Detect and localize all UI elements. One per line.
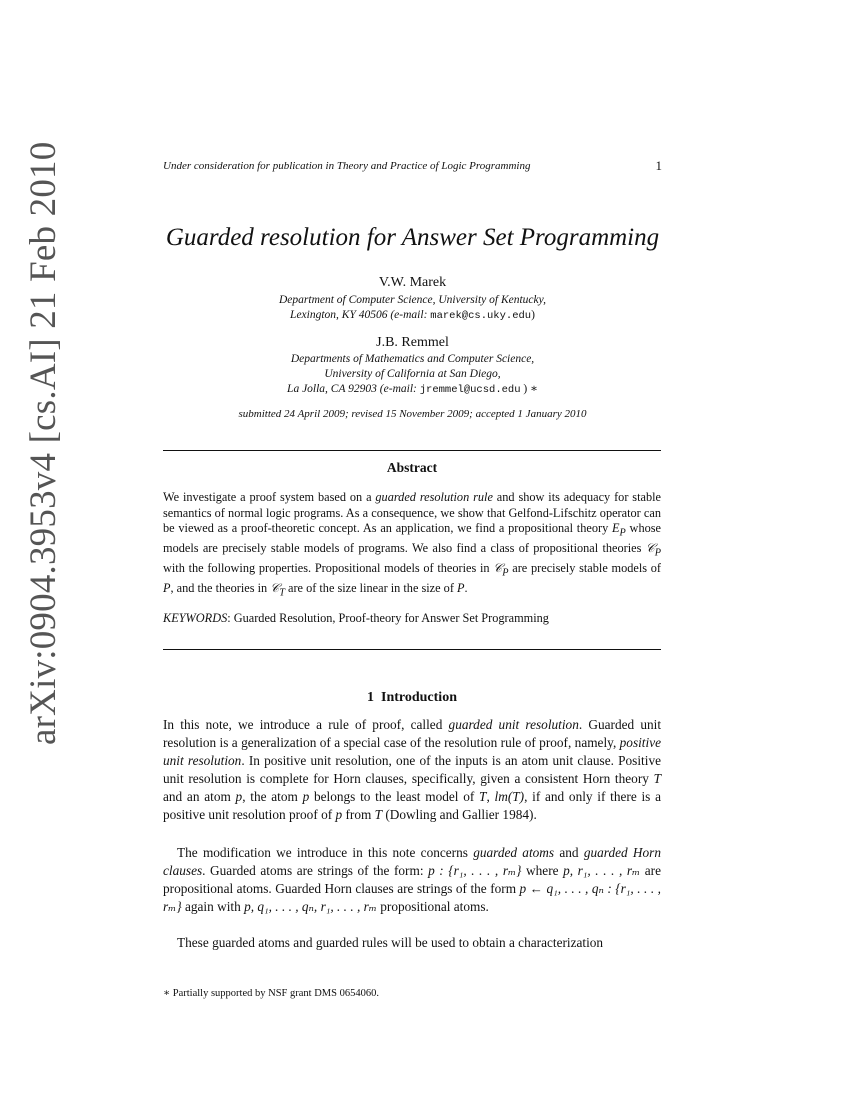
abstract-top-rule xyxy=(163,450,661,451)
math: lm xyxy=(494,789,508,804)
text-run: , the atom xyxy=(242,789,303,804)
text-run: are precisely stable models of xyxy=(508,560,661,575)
math-subscript: P xyxy=(619,527,626,539)
footnote: ∗ Partially supported by NSF grant DMS 0654060. xyxy=(163,988,379,999)
text-run: from xyxy=(342,807,375,822)
text-run: with the following properties. Propositional models of theories in xyxy=(163,560,494,575)
text-run: The modification we introduce in this note concerns xyxy=(177,845,474,860)
abstract-text xyxy=(163,490,661,601)
keywords xyxy=(163,611,661,626)
emphasis: positive unit resolution xyxy=(163,735,661,768)
affiliation-text: La Jolla, CA 92903 (e-mail: xyxy=(287,383,420,395)
running-head: Under consideration for publication in Theory and Practice of Logic Programming xyxy=(163,160,531,172)
math: p ← q₁, . . . , qₙ : {r₁, . . . , rₘ} xyxy=(163,881,661,914)
math: p : {r₁, . . . , rₘ} xyxy=(428,863,522,878)
citation-text: (Dowling and Gallier 1984). xyxy=(382,807,537,822)
math: p, q₁, . . . , qₙ, r₁, . . . , rₘ xyxy=(244,899,377,914)
math: (T) xyxy=(507,789,525,804)
math: P xyxy=(457,580,465,595)
emphasis: guarded resolution rule xyxy=(375,490,493,504)
math: 𝒞 xyxy=(270,580,280,595)
text-run: . xyxy=(464,580,468,595)
author-affiliation xyxy=(160,293,665,324)
text-run: whose models are precisely stable models of programs. We also find a class of propositional theories xyxy=(163,521,661,555)
keywords-text: : Guarded Resolution, Proof-theory for Answer Set Programming xyxy=(227,611,549,625)
math: p xyxy=(302,789,310,804)
math: p xyxy=(335,807,343,822)
text-run: and an atom xyxy=(163,789,236,804)
math: T xyxy=(479,789,487,804)
math-subscript: T xyxy=(279,587,285,599)
email-link[interactable]: marek@cs.uky.edu xyxy=(430,310,532,322)
section-number: 1 xyxy=(367,690,374,705)
emphasis: guarded atoms xyxy=(473,845,555,860)
author-name: V.W. Marek xyxy=(378,275,447,290)
text-run: again with xyxy=(181,899,245,914)
text-run: , and the theories in xyxy=(170,580,271,595)
text-run: . Guarded atoms are strings of the form: xyxy=(202,863,429,878)
affiliation-text: ) ∗ xyxy=(520,383,538,395)
text-run: We investigate a proof system based on a xyxy=(163,490,376,504)
author-affiliation xyxy=(160,352,665,398)
text-run: . Guarded unit resolution is a generalization of a special case of the resolution rule of proof, namely, xyxy=(163,717,662,750)
text-run: , xyxy=(486,789,495,804)
section-heading xyxy=(163,690,661,706)
affiliation-text: Lexington, KY 40506 (e-mail: xyxy=(290,309,431,321)
math: E xyxy=(612,521,620,535)
math-subscript: P xyxy=(502,567,509,579)
paragraph xyxy=(163,844,661,916)
section-title: Introduction xyxy=(381,690,457,705)
math: p xyxy=(235,789,243,804)
math-subscript: P xyxy=(654,547,661,559)
email-link[interactable]: jremmel@ucsd.edu xyxy=(419,384,521,396)
text-run: In this note, we introduce a rule of proof, called xyxy=(163,717,449,732)
author-name: J.B. Remmel xyxy=(376,335,449,350)
math: p, r₁, . . . , rₘ xyxy=(563,863,641,878)
affiliation-line xyxy=(160,308,665,324)
arxiv-identifier: arXiv:0904.3953v4 [cs.AI] 21 Feb 2010 xyxy=(23,141,64,745)
math: T xyxy=(653,771,661,786)
affiliation-line xyxy=(160,382,665,398)
emphasis: guarded unit resolution xyxy=(448,717,579,732)
keywords-label: KEYWORDS xyxy=(163,611,228,625)
text-run: where xyxy=(521,863,564,878)
text-run: and xyxy=(554,845,584,860)
affiliation-line: University of California at San Diego, xyxy=(324,368,501,380)
math: 𝒞 xyxy=(645,540,655,555)
text-run: are propositional atoms. Guarded Horn clauses are strings of the form xyxy=(163,863,661,896)
affiliation-line: Departments of Mathematics and Computer Science, xyxy=(290,353,535,365)
text-run: are of the size linear in the size of xyxy=(284,580,457,595)
page-number: 1 xyxy=(655,158,662,173)
text-run: . In positive unit resolution, one of the inputs is an atom unit clause. Positive unit resolution is complete for Horn clauses, specifically, given a consistent Horn theory xyxy=(163,753,661,786)
emphasis: guarded Horn clauses xyxy=(163,845,661,878)
text-run: , if and only if there is a positive unit resolution proof of xyxy=(163,789,661,822)
paragraph xyxy=(163,716,661,824)
paragraph: These guarded atoms and guarded rules will be used to obtain a characterization xyxy=(177,935,604,950)
text-run: belongs to the least model of xyxy=(309,789,480,804)
math: 𝒞 xyxy=(493,560,503,575)
math: T xyxy=(374,807,383,822)
abstract-bottom-rule xyxy=(163,649,661,650)
text-run: propositional atoms. xyxy=(376,899,489,914)
affiliation-text: ) xyxy=(531,309,535,321)
abstract-heading: Abstract xyxy=(386,460,438,475)
submission-dates: submitted 24 April 2009; revised 15 November 2009; accepted 1 January 2010 xyxy=(238,408,587,420)
text-run: and show its adequacy for stable semantics of normal logic programs. As a consequence, we show that Gelfond-Lifschitz operator can be viewed as a proof-theoretic concept. As an application, we find a propositional theory xyxy=(163,490,661,535)
affiliation-line: Department of Computer Science, University of Kentucky, xyxy=(279,294,546,306)
math: P xyxy=(163,580,171,595)
paper-title: Guarded resolution for Answer Set Programming xyxy=(165,224,660,251)
